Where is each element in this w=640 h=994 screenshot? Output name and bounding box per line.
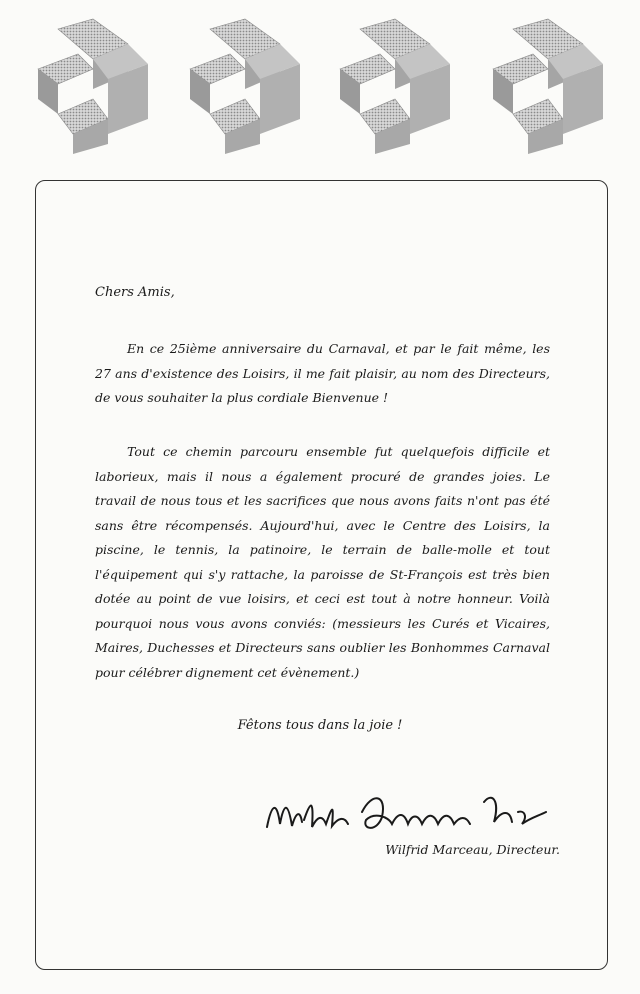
logo-25-icon bbox=[28, 14, 158, 154]
logo-25-icon bbox=[180, 14, 310, 154]
handwritten-signature bbox=[262, 782, 552, 842]
signer-name: Wilfrid Marceau, Directeur. bbox=[385, 842, 560, 857]
logo-25-icon bbox=[330, 14, 460, 154]
paragraph-welcome: En ce 25ième anniversaire du Carnaval, et par le fait même, les 27 ans d'existence des Loisirs, il me fait plaisir, au nom des Directeurs, de vous souhaiter la plus cordiale Bienvenue ! bbox=[95, 341, 550, 405]
salutation: Chers Amis, bbox=[95, 285, 175, 300]
closing-line: Fêtons tous dans la joie ! bbox=[237, 718, 403, 733]
anniversary-logo-row bbox=[28, 14, 618, 154]
paragraph-history: Tout ce chemin parcouru ensemble fut quelquefois difficile et laborieux, mais il nous a également procuré de grandes joies. Le travail de nous tous et les sacrifices que nous avons faits n'ont pas été sans être récompensés. Aujourd'hui, avec le Centre des Loisirs, la piscine, le tennis, la patinoire, le terrain de balle-molle et tout l'équipement qui s'y rattache, la paroisse de St-François est très bien dotée au point de vue loisirs, et ceci est tout à notre honneur. Voilà pourquoi nous vous avons conviés: (messieurs les Curés et Vicaires, Maires, Duchesses et Directeurs sans oublier les Bonhommes Carnaval pour célébrer dignement cet évènement.) bbox=[95, 444, 550, 680]
logo-25-icon bbox=[483, 14, 613, 154]
